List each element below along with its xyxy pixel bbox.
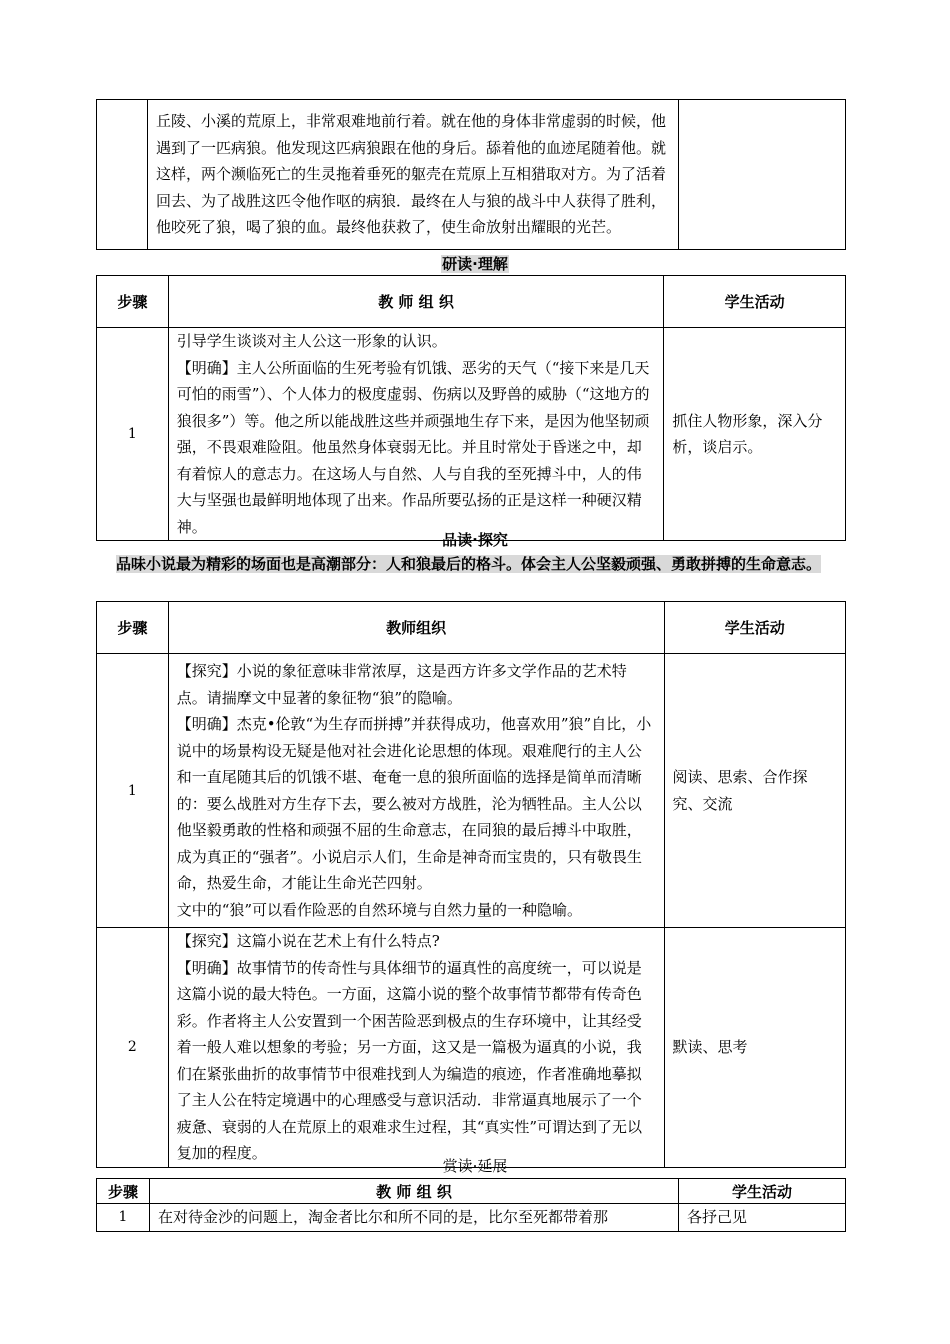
table-row bbox=[97, 654, 846, 928]
student-cell bbox=[679, 100, 846, 250]
section-intro: 品味小说最为精彩的场面也是高潮部分：人和狼最后的格斗。体会主人公坚毅顽强、勇敢拼搏的生命意志。 bbox=[116, 555, 822, 573]
teacher-paragraph: 【明确】主人公所面临的生死考验有饥饿、恶劣的天气（“接下来是几天可怕的雨雪”）、个人体力的极度虚弱、伤病以及野兽的威胁（“这地方的狼很多”）等。他之所以能战胜这些并顽强地生存下来，是因为他坚韧顽强，不畏艰难险阻。他虽然身体衰弱无比。并且时常处于昏迷之中，却有着惊人的意志力。在这场人与自然、人与自我的至死搏斗中，人的伟大与坚强也最鲜明地体现了出来。作品所要弘扬的正是这样一种硬汉精神。 bbox=[176, 358, 650, 536]
header-step: 步骤 bbox=[97, 602, 169, 654]
teacher-cell bbox=[148, 100, 679, 250]
teacher-cell bbox=[168, 328, 664, 541]
step-number: 2 bbox=[97, 928, 169, 1168]
table-shangdu bbox=[96, 1178, 846, 1232]
teacher-cell bbox=[168, 654, 664, 928]
student-cell bbox=[664, 654, 846, 928]
student-activity: 默读、思考 bbox=[672, 1038, 748, 1056]
teacher-paragraph: 引导学生谈谈对主人公这一形象的认识。 bbox=[176, 332, 447, 350]
step-number: 1 bbox=[97, 654, 169, 928]
table-row bbox=[97, 100, 846, 250]
header-teacher: 教师组织 bbox=[168, 602, 664, 654]
table-yandu bbox=[96, 275, 846, 541]
teacher-paragraph: 【探究】小说的象征意味非常浓厚，这是西方许多文学作品的艺术特点。请揣摩文中显著的象征物“狼”的隐喻。 bbox=[176, 662, 627, 707]
table-header-row bbox=[97, 276, 846, 328]
student-cell bbox=[679, 1204, 846, 1232]
section-title-pindu: 品读·探究 bbox=[442, 531, 508, 549]
table-pindu bbox=[96, 601, 846, 1168]
header-student: 学生活动 bbox=[679, 1179, 846, 1204]
header-step: 步骤 bbox=[97, 1179, 150, 1204]
header-student: 学生活动 bbox=[664, 276, 846, 328]
table-row bbox=[97, 928, 846, 1168]
student-cell bbox=[664, 328, 846, 541]
teacher-text: 丘陵、小溪的荒原上，非常艰难地前行着。就在他的身体非常虚弱的时候，他遇到了一匹病狼。他发现这匹病狼跟在他的身后。舔着他的血迹尾随着他。就这样，两个濒临死亡的生灵拖着垂死的躯壳在荒原上互相猎取对方。为了活着回去、为了战胜这匹令他作呕的病狼．最终在人与狼的战斗中人获得了胜利，他咬死了狼，喝了狼的血。最终他获救了，使生命放射出耀眼的光芒。 bbox=[156, 112, 667, 237]
teacher-paragraph: 【探究】这篇小说在艺术上有什么特点? bbox=[176, 932, 440, 950]
teacher-paragraph: 文中的“狼”可以看作险恶的自然环境与自然力量的一种隐喻。 bbox=[176, 900, 583, 919]
header-step: 步骤 bbox=[97, 276, 169, 328]
student-activity: 阅读、思索、合作探究、交流 bbox=[672, 768, 808, 813]
header-teacher: 教 师 组 织 bbox=[168, 276, 664, 328]
student-activity: 抓住人物形象，深入分析，谈启示。 bbox=[672, 411, 823, 456]
table-header-row bbox=[97, 602, 846, 654]
header-teacher: 教 师 组 织 bbox=[150, 1179, 679, 1204]
section-title-yandu: 研读·理解 bbox=[442, 255, 508, 273]
teacher-text: 在对待金沙的问题上，淘金者比尔和所不同的是，比尔至死都带着那 bbox=[158, 1208, 609, 1226]
table-row bbox=[97, 328, 846, 541]
teacher-paragraph: 【明确】故事情节的传奇性与具体细节的逼真性的高度统一，可以说是这篇小说的最大特色。一方面，这篇小说的整个故事情节都带有传奇色彩。作者将主人公安置到一个困苦险恶到极点的生存环境中，让其经受着一般人难以想象的考验；另一方面，这又是一篇极为逼真的小说，我们在紧张曲折的故事情节中很难找到人为编造的痕迹，作者准确地摹拟了主人公在特定境遇中的心理感受与意识活动．非常逼真地展示了一个疲惫、衰弱的人在荒原上的艰难求生过程，其“真实性”可谓达到了无以复加的程度。 bbox=[176, 958, 643, 1162]
student-cell bbox=[664, 928, 846, 1168]
step-number: 1 bbox=[97, 1204, 150, 1232]
step-cell bbox=[97, 100, 148, 250]
table-row bbox=[97, 1204, 846, 1232]
teacher-paragraph: 【明确】杰克•伦敦“为生存而拼搏”并获得成功，他喜欢用”狼”自比，小说中的场景构设无疑是他对社会进化论思想的体现。艰难爬行的主人公和一直尾随其后的饥饿不堪、奄奄一息的狼所面临的选择是简单而清晰的：要么战胜对方生存下去，要么被对方战胜，沦为牺牲品。主人公以他坚毅勇敢的性格和顽强不屈的生命意志，在同狼的最后搏斗中取胜，成为真正的“强者”。小说启示人们，生命是神奇而宝贵的，只有敬畏生命，热爱生命，才能让生命光芒四射。 bbox=[176, 715, 652, 892]
teacher-cell bbox=[168, 928, 664, 1168]
header-student: 学生活动 bbox=[664, 602, 846, 654]
section-title-shangdu: 赏读·延展 bbox=[442, 1157, 508, 1175]
table-continuation bbox=[96, 99, 846, 250]
table-header-row bbox=[97, 1179, 846, 1204]
teacher-cell bbox=[150, 1204, 679, 1232]
step-number: 1 bbox=[97, 328, 169, 541]
student-activity: 各抒己见 bbox=[687, 1208, 748, 1226]
